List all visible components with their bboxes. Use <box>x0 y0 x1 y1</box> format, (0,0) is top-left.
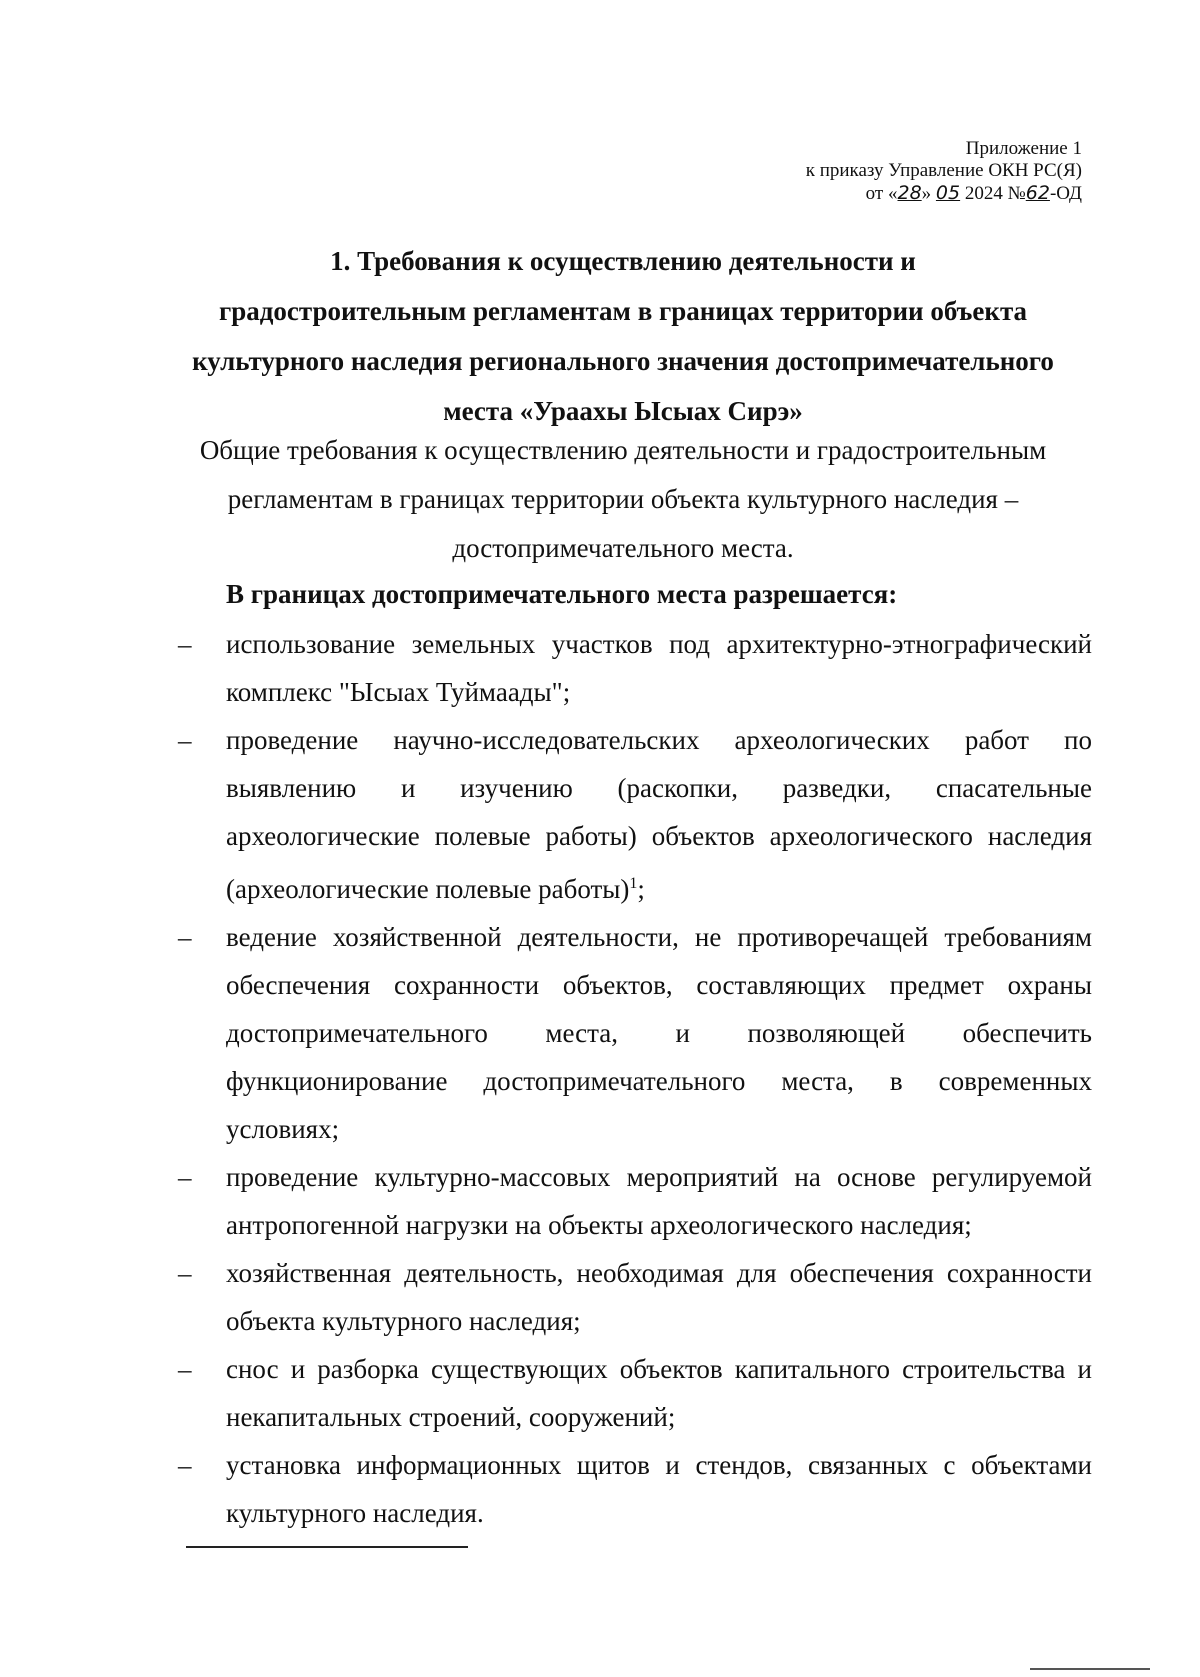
scan-edge-mark <box>1030 1668 1150 1670</box>
list-dash: – <box>178 1162 192 1192</box>
date-mid: » <box>921 183 936 204</box>
list-item-text: использование земельных участков под архитектурно-этнографический комплекс "Ысыах Туймаады"; <box>226 629 1092 707</box>
document-title <box>180 236 1066 436</box>
date-year: 2024 № <box>960 183 1026 204</box>
number-suffix: -ОД <box>1049 183 1082 204</box>
subtitle-line-3: достопримечательного места. <box>452 533 794 563</box>
list-dash: – <box>178 1354 192 1384</box>
list-item-text: установка информационных щитов и стендов, связанных с объектами культурного наследия. <box>226 1450 1092 1528</box>
permitted-activities-list <box>178 620 1092 1537</box>
list-item-text: проведение культурно-массовых мероприятий на основе регулируемой антропогенной нагрузки на объекты археологического наследия; <box>226 1162 1092 1240</box>
list-dash: – <box>178 922 192 952</box>
list-item <box>178 716 1092 913</box>
order-reference: к приказу Управление ОКН РС(Я) <box>805 160 1082 181</box>
subtitle-line-1: Общие требования к осуществлению деятельности и градостроительным <box>199 435 1047 465</box>
footnote-separator <box>186 1546 468 1548</box>
list-item-text: хозяйственная деятельность, необходимая для обеспечения сохранности объекта культурного наследия; <box>226 1258 1092 1336</box>
list-item <box>178 1153 1092 1249</box>
list-item <box>178 913 1092 1153</box>
list-item <box>178 1249 1092 1345</box>
title-line-4: места «Ураахы Ысыах Сирэ» <box>443 396 803 426</box>
date-prefix: от « <box>865 183 898 204</box>
title-line-3: культурного наследия регионального значения достопримечательного <box>192 346 1054 376</box>
list-item <box>178 1441 1092 1537</box>
list-dash: – <box>178 725 192 755</box>
list-item-text: снос и разборка существующих объектов капитального строительства и некапитальных строений, сооружений; <box>226 1354 1092 1432</box>
list-item-text: проведение научно-исследовательских археологических работ по выявлению и изучению (раскопки, разведки, спасательные археологические полевые работы) объектов археологического наследия (археологические полевые работы) <box>226 725 1092 904</box>
handwritten-number: 62 <box>1025 182 1050 204</box>
list-item-text: ведение хозяйственной деятельности, не противоречащей требованиям обеспечения сохранности объектов, составляющих предмет охраны достопримечательного места, и позволяющей обеспечить функционирование достопримечательного места, в современных условиях; <box>226 922 1092 1144</box>
list-item <box>178 620 1092 716</box>
appendix-label: Приложение 1 <box>965 138 1082 159</box>
title-line-1: 1. Требования к осуществлению деятельности и <box>330 246 916 276</box>
appendix-header <box>806 138 1082 205</box>
list-dash: – <box>178 1258 192 1288</box>
list-dash: – <box>178 629 192 659</box>
handwritten-month: 05 <box>935 182 961 204</box>
title-line-2: градостроительным регламентам в границах территории объекта <box>218 296 1028 326</box>
handwritten-day: 28 <box>897 182 922 204</box>
list-dash: – <box>178 1450 192 1480</box>
list-item <box>178 1345 1092 1441</box>
order-date-number <box>806 182 1082 205</box>
list-item-tail: ; <box>637 874 645 904</box>
document-subtitle <box>180 426 1066 573</box>
section-heading: В границах достопримечательного места разрешается: <box>226 579 898 609</box>
footnote-marker: 1 <box>629 875 638 892</box>
subtitle-line-2: регламентам в границах территории объекта культурного наследия – <box>227 484 1019 514</box>
